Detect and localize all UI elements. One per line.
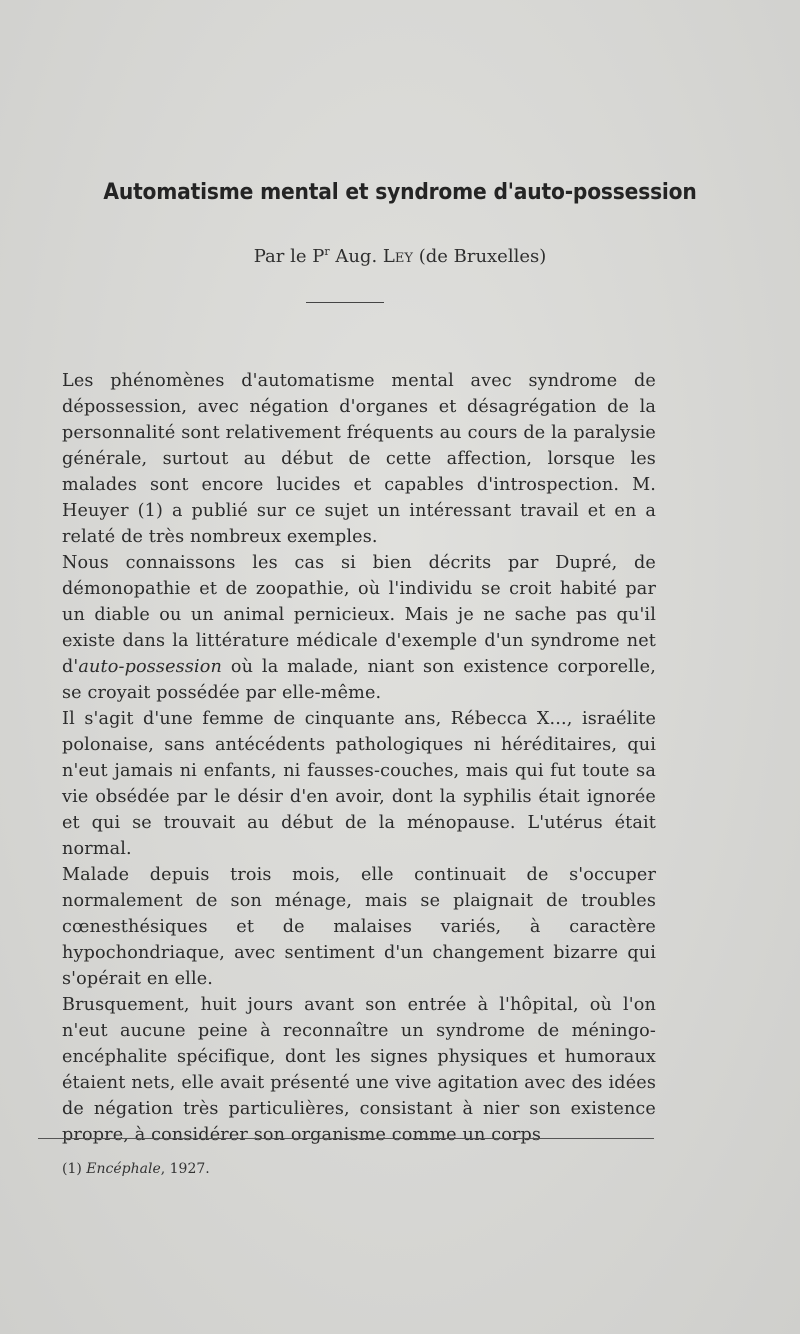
article-body [62,368,656,1148]
paragraph-text: Brusquement, huit jours avant son entrée à l'hôpital, où l'on n'eut aucune peine à reconnaître un syndrome de méningo-encéphalite spécifique, dont les signes physiques et humoraux étaient nets, elle avait présenté une vive agitation avec des idées de négation très particulières, consistant à nier son existence propre, à considérer son organisme comme un corps [62,995,656,1145]
paragraph-text: Il s'agit d'une femme de cinquante ans, Rébecca X..., israélite polonaise, sans antécédents pathologiques ni héréditaires, qui n'eut jamais ni enfants, ni fausses-couches, mais qui fut toute sa vie obsédée par le désir d'en avoir, dont la syphilis était ignorée et qui se trouvait au début de la ménopause. L'utérus était normal. [62,709,656,859]
author-byline [0,245,800,267]
footnote-divider [38,1138,654,1139]
byline-prefix: Par le P [253,246,325,267]
author-affiliation: (de Bruxelles) [418,246,547,267]
paragraph [62,706,656,862]
paragraph-text: Nous connaissons les cas si bien décrits par Dupré, de démonopathie et de zoopathie, où l'individu se croit habité par un diable ou un animal pernicieux. Mais je ne sache pas qu'il existe dans la littérature médicale d'exemple d'un syndrome net d' [62,553,656,677]
byline-sup: r [324,245,330,258]
author-first-name: Aug. [335,246,378,267]
paragraph [62,862,656,992]
author-last-name: Ley [382,246,413,267]
paragraph-text: Les phénomènes d'automatisme mental avec syndrome de dépossession, avec négation d'organes et désagrégation de la personnalité sont relativement fréquents au cours de la paralysie générale, surtout au début de cette affection, lorsque les malades sont encore lucides et capables d'introspection. M. Heuyer (1) a publié sur ce sujet un intéressant travail et en a relaté de très nombreux exemples. [62,371,656,547]
footnote-number: (1) [62,1161,82,1177]
paragraph [62,992,656,1148]
footnote-source: Encéphale [86,1161,161,1177]
page-title: Automatisme mental et syndrome d'auto-possession [103,180,697,205]
paragraph-text: où la malade, niant son existence corporelle, se croyait possédée par elle-même. [62,657,656,703]
footnote [62,1161,210,1177]
paragraph [62,550,656,706]
italic-term: auto-possession [78,657,223,677]
paragraph [62,368,656,550]
title-divider [306,302,384,303]
paragraph-text: Malade depuis trois mois, elle continuait de s'occuper normalement de son ménage, mais se plaignait de troubles cœnesthésiques et de malaises variés, à caractère hypochondriaque, avec sentiment d'un changement bizarre qui s'opérait en elle. [62,865,656,989]
footnote-year: , 1927. [160,1161,210,1177]
